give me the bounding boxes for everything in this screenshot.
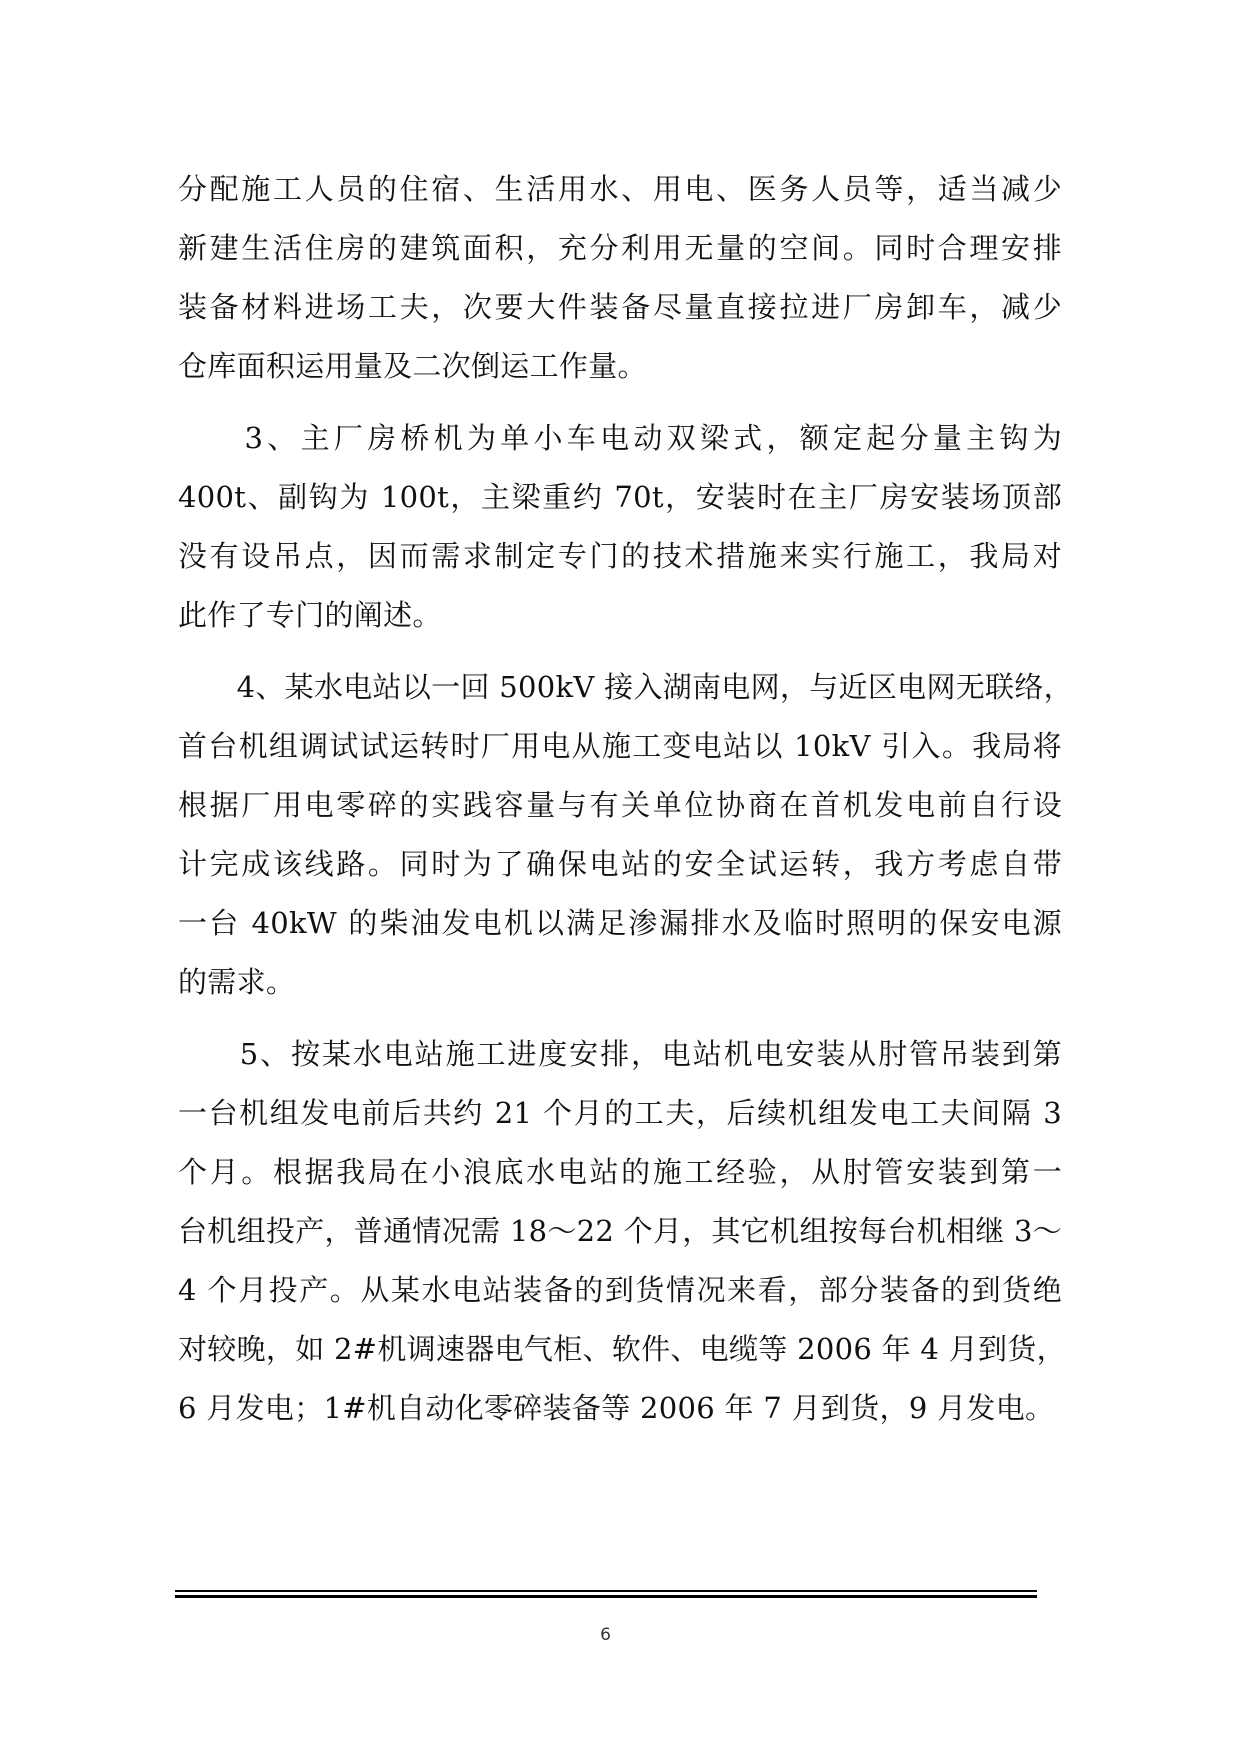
text-line: 新建生活住房的建筑面积，充分利用无量的空间。同时合理安排	[178, 231, 1062, 265]
text-line: 一台 40kW 的柴油发电机以满足渗漏排水及临时照明的保安电源	[178, 906, 1062, 940]
text-line: 台机组投产，普通情况需 18～22 个月，其它机组按每台机相继 3～	[178, 1214, 1063, 1248]
text-line: 个月。根据我局在小浪底水电站的施工经验，从肘管安装到第一	[178, 1155, 1062, 1189]
text-line: 装备材料进场工夫，次要大件装备尽量直接拉进厂房卸车，减少	[178, 290, 1062, 324]
text-line: 4、某水电站以一回 500kV 接入湖南电网，与近区电网无联络，	[178, 670, 1073, 704]
footer-rule-thin	[175, 1590, 1037, 1592]
text-line: 400t、副钩为 100t，主梁重约 70t，安装时在主厂房安装场顶部	[178, 480, 1062, 514]
footer-rule-thick	[175, 1595, 1037, 1598]
text-line: 没有设吊点，因而需求制定专门的技术措施来实行施工，我局对	[178, 539, 1062, 573]
text-line: 4 个月投产。从某水电站装备的到货情况来看，部分装备的到货绝	[178, 1273, 1062, 1307]
body-text	[178, 160, 1073, 1451]
paragraph	[178, 1025, 1066, 1438]
paragraph	[178, 160, 1062, 396]
text-line: 3、主厂房桥机为单小车电动双梁式，额定起分量主钩为	[178, 421, 1062, 455]
paragraph	[178, 658, 1073, 1012]
text-line: 分配施工人员的住宿、生活用水、用电、医务人员等，适当减少	[178, 172, 1062, 206]
paragraph	[178, 409, 1062, 645]
text-line: 6 月发电；1#机自动化零碎装备等 2006 年 7 月到货，9 月发电。	[178, 1391, 1055, 1425]
page-number: 6	[600, 1625, 611, 1645]
text-line: 首台机组调试试运转时厂用电从施工变电站以 10kV 引入。我局将	[178, 729, 1062, 763]
text-line: 的需求。	[178, 965, 296, 999]
text-line: 对较晚，如 2#机调速器电气柜、软件、电缆等 2006 年 4 月到货，	[178, 1332, 1066, 1366]
text-line: 仓库面积运用量及二次倒运工作量。	[178, 349, 647, 383]
text-line: 此作了专门的阐述。	[178, 598, 442, 632]
text-line: 计完成该线路。同时为了确保电站的安全试运转，我方考虑自带	[178, 847, 1062, 881]
text-line: 5、按某水电站施工进度安排，电站机电安装从肘管吊装到第	[178, 1037, 1062, 1071]
text-line: 根据厂用电零碎的实践容量与有关单位协商在首机发电前自行设	[178, 788, 1062, 822]
text-line: 一台机组发电前后共约 21 个月的工夫，后续机组发电工夫间隔 3	[178, 1096, 1062, 1130]
